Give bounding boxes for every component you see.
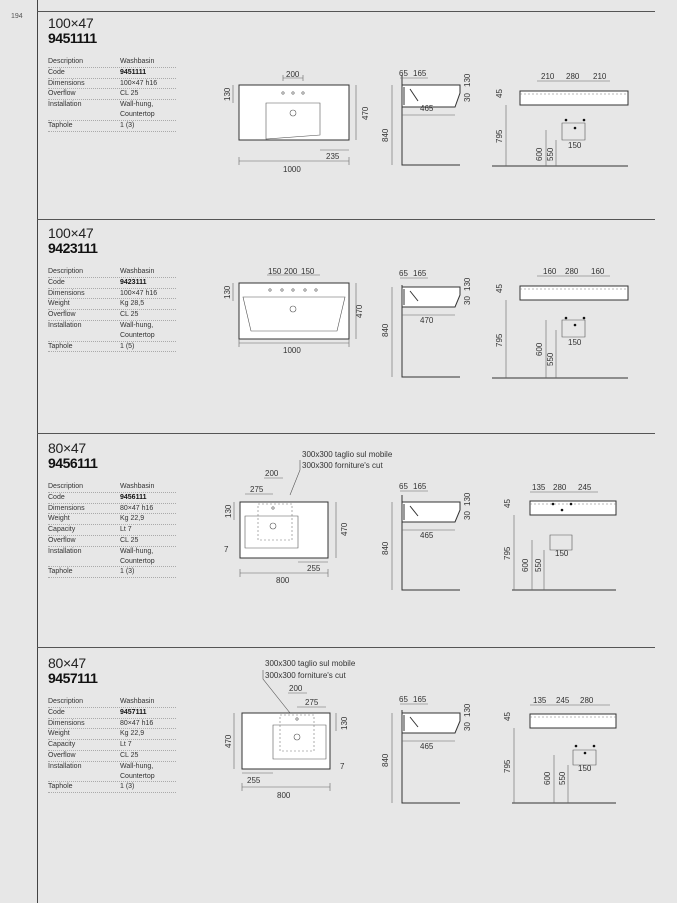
dim-label: 550 bbox=[534, 558, 543, 572]
spec-key: Overflow bbox=[48, 536, 76, 544]
spec-key: Taphole bbox=[48, 783, 73, 791]
basin-outline bbox=[239, 283, 349, 339]
top-view bbox=[223, 267, 364, 355]
dim-label: 1000 bbox=[283, 346, 301, 355]
spec-value: 100×47 h16 bbox=[120, 79, 158, 87]
dim-label: 795 bbox=[495, 333, 504, 347]
dim-label: 160 bbox=[543, 267, 557, 276]
dim-label: 840 bbox=[381, 753, 390, 767]
cut-note: 300x300 taglio sul mobile bbox=[265, 659, 356, 668]
dim-label: 210 bbox=[541, 72, 555, 81]
basin-front bbox=[520, 286, 628, 300]
dim-label: 7 bbox=[224, 545, 229, 554]
dim-label: 165 bbox=[413, 482, 427, 491]
side-view bbox=[381, 69, 472, 165]
spec-key: Dimensions bbox=[48, 504, 85, 512]
spec-key: Taphole bbox=[48, 568, 73, 576]
product-size: 100×47 bbox=[48, 15, 94, 31]
spec-key: Weight bbox=[48, 300, 70, 308]
dim-label: 600 bbox=[543, 771, 552, 785]
front-view bbox=[503, 483, 616, 590]
spec-value: 9457111 bbox=[120, 708, 147, 716]
dim-label: 465 bbox=[420, 742, 434, 751]
dim-label: 45 bbox=[503, 499, 512, 508]
dim-label: 470 bbox=[355, 304, 364, 318]
basin-section bbox=[402, 713, 460, 733]
dim-label: 280 bbox=[565, 267, 579, 276]
dim-label: 30 bbox=[463, 296, 472, 305]
dim-label: 600 bbox=[535, 342, 544, 356]
dim-label: 200 bbox=[286, 70, 300, 79]
spec-key: Installation bbox=[48, 547, 82, 555]
spec-value: 1 (3) bbox=[120, 783, 135, 791]
dim-label: 130 bbox=[463, 277, 472, 291]
spec-value: Wall-hung, Countertop bbox=[120, 762, 155, 780]
dim-label: 600 bbox=[535, 147, 544, 161]
spec-value: 80×47 h16 bbox=[120, 504, 154, 512]
cut-note: 300x300 taglio sul mobile bbox=[302, 450, 393, 459]
dim-label: 30 bbox=[463, 511, 472, 520]
dim-label: 275 bbox=[250, 485, 264, 494]
dim-label: 255 bbox=[307, 564, 321, 573]
dim-label: 245 bbox=[578, 483, 592, 492]
dim-label: 150 bbox=[555, 549, 569, 558]
product-code: 9423111 bbox=[48, 240, 98, 256]
dim-label: 470 bbox=[361, 106, 370, 120]
dim-label: 550 bbox=[558, 771, 567, 785]
product-code: 9451111 bbox=[48, 30, 97, 46]
dim-label: 30 bbox=[463, 722, 472, 731]
separator bbox=[37, 647, 655, 648]
dim-label: 130 bbox=[463, 703, 472, 717]
spec-value: 80×47 h16 bbox=[120, 719, 154, 727]
spec-key: Code bbox=[48, 493, 65, 501]
cut-note: 300x300 forniture's cut bbox=[265, 671, 346, 680]
dim-label: 165 bbox=[413, 69, 427, 78]
dim-label: 130 bbox=[340, 716, 349, 730]
dim-label: 65 bbox=[399, 69, 408, 78]
dim-label: 210 bbox=[593, 72, 607, 81]
side-view bbox=[381, 482, 472, 590]
basin-front bbox=[520, 91, 628, 105]
dim-label: 65 bbox=[399, 482, 408, 491]
spec-value: 1 (5) bbox=[120, 342, 135, 350]
spec-key: Taphole bbox=[48, 342, 73, 350]
spec-key: Code bbox=[48, 278, 65, 286]
spec-value: Kg 22,9 bbox=[120, 515, 145, 523]
top-view bbox=[224, 659, 356, 800]
dim-label: 235 bbox=[326, 152, 340, 161]
dim-label: 600 bbox=[521, 558, 530, 572]
spec-value: CL 25 bbox=[120, 536, 139, 544]
dim-label: 135 bbox=[532, 483, 546, 492]
dim-label: 470 bbox=[340, 522, 349, 536]
dim-label: 165 bbox=[413, 695, 427, 704]
spec-key: Taphole bbox=[48, 121, 73, 129]
spec-value: Lt 7 bbox=[120, 526, 132, 534]
front-view bbox=[492, 267, 628, 378]
spec-value: CL 25 bbox=[120, 751, 139, 759]
spec-key: Installation bbox=[48, 101, 82, 109]
spec-value: Lt 7 bbox=[120, 741, 132, 749]
dim-label: 280 bbox=[580, 696, 594, 705]
dim-label: 470 bbox=[420, 316, 434, 325]
dim-label: 165 bbox=[413, 269, 427, 278]
dim-label: 1000 bbox=[283, 165, 301, 174]
side-view bbox=[381, 269, 472, 377]
spec-key: Code bbox=[48, 708, 65, 716]
spec-value: CL 25 bbox=[120, 311, 139, 319]
dim-label: 200 bbox=[265, 469, 279, 478]
dim-label: 130 bbox=[463, 492, 472, 506]
spec-key: Overflow bbox=[48, 751, 76, 759]
dim-label: 150 bbox=[578, 764, 592, 773]
spec-key: Weight bbox=[48, 730, 70, 738]
dim-label: 795 bbox=[503, 546, 512, 560]
front-view bbox=[492, 72, 628, 166]
spec-value: Washbasin bbox=[120, 58, 155, 65]
cut-note: 300x300 forniture's cut bbox=[302, 461, 383, 470]
spec-value: 9456111 bbox=[120, 493, 147, 501]
spec-key: Installation bbox=[48, 321, 82, 329]
top-view bbox=[224, 450, 393, 585]
spec-key: Installation bbox=[48, 762, 82, 770]
dim-label: 150 bbox=[301, 267, 315, 276]
spec-key: Overflow bbox=[48, 90, 76, 98]
dim-label: 840 bbox=[381, 541, 390, 555]
dim-label: 550 bbox=[546, 352, 555, 366]
product-size: 80×47 bbox=[48, 655, 86, 671]
basin-section bbox=[402, 502, 460, 522]
spec-key: Description bbox=[48, 268, 84, 275]
spec-key: Description bbox=[48, 698, 84, 705]
dim-label: 465 bbox=[420, 104, 434, 113]
dim-label: 45 bbox=[495, 284, 504, 293]
technical-drawing bbox=[0, 655, 677, 855]
dim-label: 160 bbox=[591, 267, 605, 276]
spec-value: 100×47 h16 bbox=[120, 289, 158, 297]
spec-value: 9423111 bbox=[120, 278, 147, 286]
dim-label: 800 bbox=[277, 791, 291, 800]
basin-section bbox=[402, 287, 460, 307]
spec-key: Dimensions bbox=[48, 719, 85, 727]
product-code: 9456111 bbox=[48, 455, 98, 471]
product-code: 9457111 bbox=[48, 670, 98, 686]
product-size: 100×47 bbox=[48, 225, 94, 241]
spec-value: 1 (3) bbox=[120, 121, 135, 129]
dim-label: 45 bbox=[495, 89, 504, 98]
basin-outline bbox=[240, 502, 328, 558]
dim-label: 795 bbox=[503, 759, 512, 773]
dim-label: 130 bbox=[224, 504, 233, 518]
dim-label: 30 bbox=[463, 93, 472, 102]
technical-drawing bbox=[0, 440, 677, 640]
spec-value: Washbasin bbox=[120, 483, 155, 490]
dim-label: 840 bbox=[381, 128, 390, 142]
separator bbox=[37, 433, 655, 434]
dim-label: 245 bbox=[556, 696, 570, 705]
front-view bbox=[503, 696, 616, 803]
dim-label: 200 bbox=[289, 684, 303, 693]
dim-label: 130 bbox=[223, 87, 232, 101]
spec-key: Capacity bbox=[48, 741, 76, 749]
product-size: 80×47 bbox=[48, 440, 86, 456]
spec-key: Capacity bbox=[48, 526, 76, 534]
basin-front bbox=[530, 714, 616, 728]
dim-label: 130 bbox=[223, 285, 232, 299]
spec-value: Kg 28,5 bbox=[120, 300, 145, 308]
dim-label: 280 bbox=[553, 483, 567, 492]
dim-label: 200 bbox=[284, 267, 298, 276]
dim-label: 150 bbox=[568, 141, 582, 150]
dim-label: 135 bbox=[533, 696, 547, 705]
dim-label: 255 bbox=[247, 776, 261, 785]
spec-value: Kg 22,9 bbox=[120, 730, 145, 738]
spec-value: CL 25 bbox=[120, 90, 139, 98]
spec-key: Description bbox=[48, 58, 84, 65]
spec-value: Washbasin bbox=[120, 698, 155, 705]
top-view bbox=[223, 70, 370, 174]
spec-value: Wall-hung, Countertop bbox=[120, 321, 155, 339]
dim-label: 130 bbox=[463, 73, 472, 87]
separator bbox=[37, 219, 655, 220]
dim-label: 150 bbox=[568, 338, 582, 347]
dim-label: 550 bbox=[546, 147, 555, 161]
spec-value: Wall-hung, Countertop bbox=[120, 101, 155, 118]
dim-label: 840 bbox=[381, 323, 390, 337]
dim-label: 280 bbox=[566, 72, 580, 81]
spec-key: Overflow bbox=[48, 311, 76, 319]
dim-label: 795 bbox=[495, 129, 504, 143]
spec-key: Code bbox=[48, 68, 65, 76]
spec-value: 1 (3) bbox=[120, 568, 135, 576]
technical-drawing bbox=[0, 15, 677, 215]
dim-label: 7 bbox=[340, 762, 345, 771]
spec-value: Wall-hung, Countertop bbox=[120, 547, 155, 565]
spec-key: Dimensions bbox=[48, 289, 85, 297]
technical-drawing bbox=[0, 225, 677, 425]
side-view bbox=[381, 695, 472, 803]
dim-label: 65 bbox=[399, 269, 408, 278]
dim-label: 465 bbox=[420, 531, 434, 540]
separator bbox=[37, 11, 655, 12]
dim-label: 150 bbox=[268, 267, 282, 276]
basin-front bbox=[530, 501, 616, 515]
dim-label: 45 bbox=[503, 712, 512, 721]
page-number: 194 bbox=[11, 13, 23, 20]
spec-value: Washbasin bbox=[120, 268, 155, 275]
dim-label: 470 bbox=[224, 734, 233, 748]
spec-key: Dimensions bbox=[48, 79, 85, 87]
spec-key: Description bbox=[48, 483, 84, 490]
dim-label: 65 bbox=[399, 695, 408, 704]
spec-value: 9451111 bbox=[120, 68, 147, 76]
basin-outline bbox=[242, 713, 330, 769]
dim-label: 275 bbox=[305, 698, 319, 707]
spec-key: Weight bbox=[48, 515, 70, 523]
dim-label: 800 bbox=[276, 576, 290, 585]
